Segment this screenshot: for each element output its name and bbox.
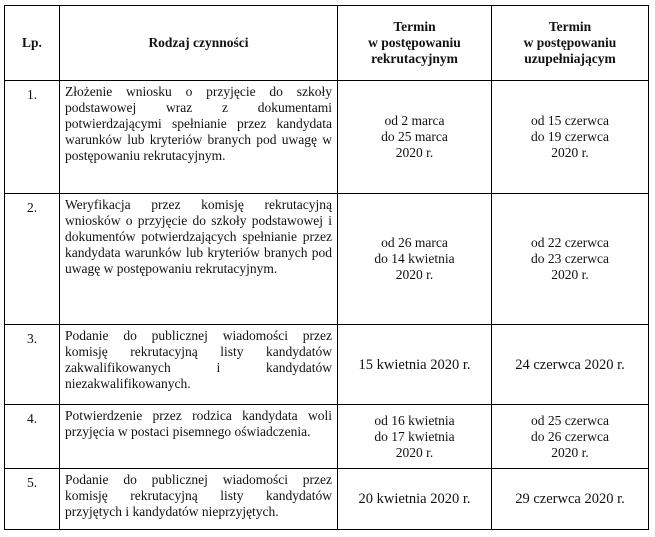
row-number: 2.	[5, 194, 60, 325]
table-row	[5, 194, 649, 325]
row-supplementary-date: od 15 czerwca do 19 czerwca 2020 r.	[492, 81, 649, 194]
row-number: 3.	[5, 325, 60, 405]
table-row	[5, 81, 649, 194]
header-recruitment-deadline: Termin w postępowaniu rekrutacyjnym	[338, 6, 492, 81]
table-header-row	[5, 6, 649, 81]
row-recruitment-date: od 2 marca do 25 marca 2020 r.	[338, 81, 492, 194]
row-activity: Podanie do publicznej wiadomości przez komisję rekrutacyjną listy kandydatów przyjętych i kandydatów nieprzyjętych.	[60, 469, 338, 530]
row-recruitment-date: 20 kwietnia 2020 r.	[338, 469, 492, 530]
row-activity: Weryfikacja przez komisję rekrutacyjną wniosków o przyjęcie do szkoły podstawowej i dokumentów potwierdzających spełnianie przez kandydata warunków lub kryteriów branych pod uwagę w postępowaniu rekrutacyjnym.	[60, 194, 338, 325]
header-supplementary-deadline: Termin w postępowaniu uzupełniającym	[492, 6, 649, 81]
row-recruitment-date: od 26 marca do 14 kwietnia 2020 r.	[338, 194, 492, 325]
table-row	[5, 405, 649, 469]
table-row	[5, 325, 649, 405]
table-row	[5, 469, 649, 530]
row-supplementary-date: od 25 czerwca do 26 czerwca 2020 r.	[492, 405, 649, 469]
row-number: 5.	[5, 469, 60, 530]
row-supplementary-date: 24 czerwca 2020 r.	[492, 325, 649, 405]
schedule-table-container	[4, 5, 649, 530]
row-supplementary-date: 29 czerwca 2020 r.	[492, 469, 649, 530]
row-supplementary-date: od 22 czerwca do 23 czerwca 2020 r.	[492, 194, 649, 325]
row-number: 1.	[5, 81, 60, 194]
row-activity: Podanie do publicznej wiadomości przez komisję rekrutacyjną listy kandydatów zakwalifikowanych i kandydatów niezakwalifikowanych.	[60, 325, 338, 405]
recruitment-schedule-table	[4, 5, 649, 530]
row-number: 4.	[5, 405, 60, 469]
row-activity: Potwierdzenie przez rodzica kandydata woli przyjęcia w postaci pisemnego oświadczenia.	[60, 405, 338, 469]
row-recruitment-date: od 16 kwietnia do 17 kwietnia 2020 r.	[338, 405, 492, 469]
header-lp: Lp.	[5, 6, 60, 81]
header-activity: Rodzaj czynności	[60, 6, 338, 81]
row-activity: Złożenie wniosku o przyjęcie do szkoły podstawowej wraz z dokumentami potwierdzającymi spełnianie przez kandydata warunków lub kryteriów branych pod uwagę w postępowaniu rekrutacyjnym.	[60, 81, 338, 194]
row-recruitment-date: 15 kwietnia 2020 r.	[338, 325, 492, 405]
